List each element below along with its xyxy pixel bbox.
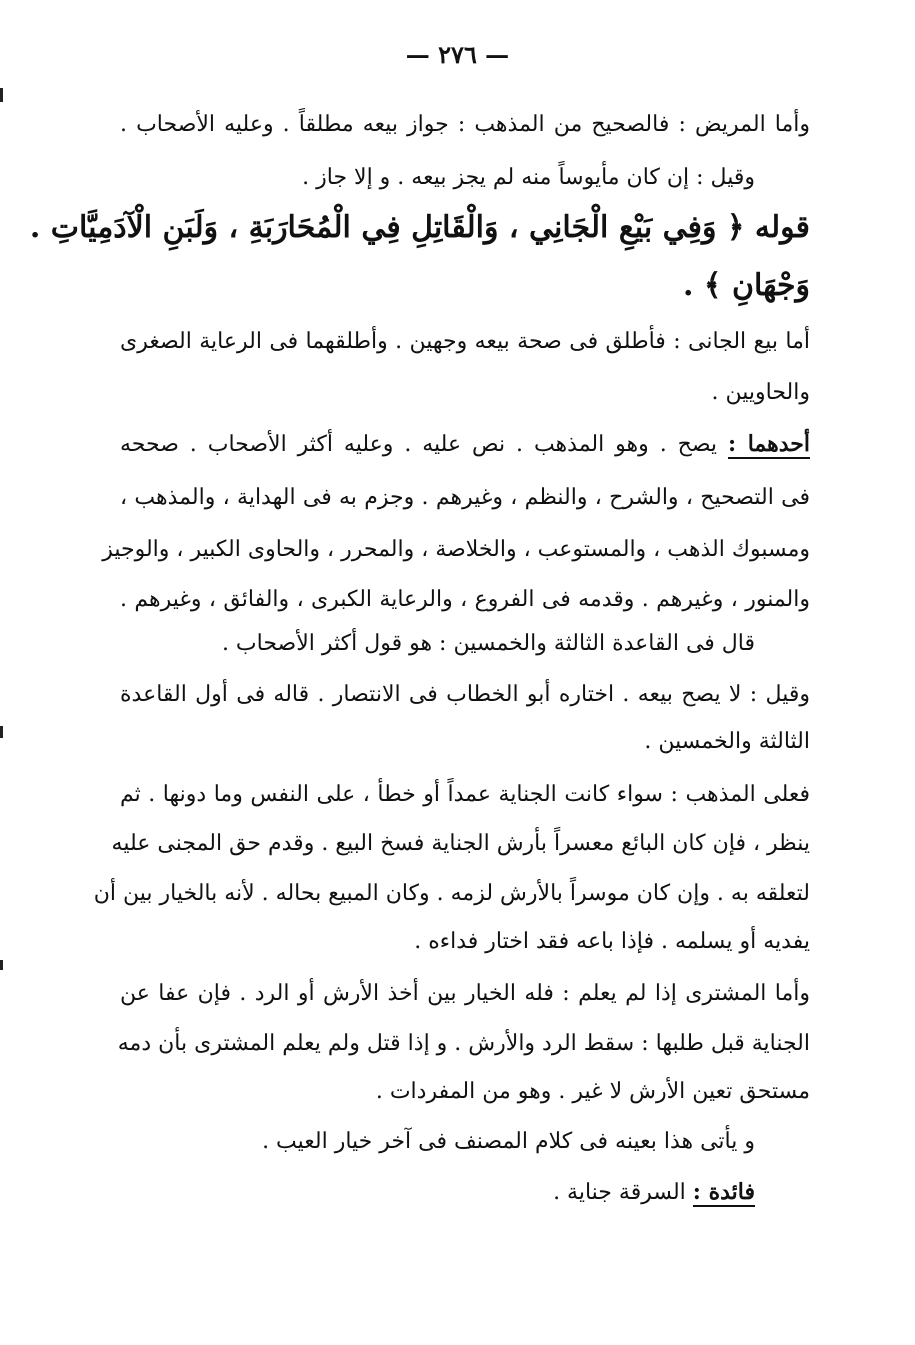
text-line: الجناية قبل طلبها : سقط الرد والأرش . و إذا قتل ولم يعلم المشترى بأن دمه	[117, 1031, 810, 1056]
scan-edge-mark	[0, 726, 3, 738]
text-line: وقيل : لا يصح بيعه . اختاره أبو الخطاب فى الانتصار . قاله فى أول القاعدة	[120, 682, 810, 707]
text-line: ينظر ، فإن كان البائع معسراً بأرش الجناية فسخ البيع . وقدم حق المجنى عليه	[111, 831, 810, 856]
text-line: و يأتى هذا بعينه فى كلام المصنف فى آخر خيار العيب .	[262, 1129, 755, 1154]
text-segment: يصح . وهو المذهب . نص عليه . وعليه أكثر الأصحاب . صححه	[120, 432, 718, 457]
text-line: مستحق تعين الأرش لا غير . وهو من المفردات .	[375, 1079, 810, 1104]
text-line	[120, 424, 810, 464]
text-line: وأما المريض : فالصحيح من المذهب : جواز بيعه مطلقاً . وعليه الأصحاب .	[120, 112, 810, 137]
scan-edge-mark	[0, 88, 3, 102]
text-line: والمنور ، وغيرهم . وقدمه فى الفروع ، والرعاية الكبرى ، والفائق ، وغيرهم .	[120, 587, 810, 612]
text-line: والحاويين .	[711, 380, 810, 405]
text-line	[553, 1172, 755, 1212]
text-line: أما بيع الجانى : فأطلق فى صحة بيعه وجهين . وأطلقهما فى الرعاية الصغرى	[120, 329, 810, 354]
text-line: يفديه أو يسلمه . فإذا باعه فقد اختار فداءه .	[414, 929, 810, 954]
term-benefit: فائدة :	[692, 1179, 755, 1205]
text-line: قال فى القاعدة الثالثة والخمسين : هو قول أكثر الأصحاب .	[221, 631, 755, 656]
text-line: وقيل : إن كان مأيوساً منه لم يجز بيعه . و إلا جاز .	[302, 165, 755, 190]
text-segment: السرقة جناية .	[553, 1180, 686, 1205]
text-line: ومسبوك الذهب ، والمستوعب ، والخلاصة ، والمحرر ، والحاوى الكبير ، والوجيز	[102, 537, 810, 562]
quote-line: قوله ﴿ وَفِي بَيْعِ الْجَانِي ، وَالْقَاتِلِ فِي الْمُحَارَبَةِ ، وَلَبَنِ الْآدَمِيَّاتِ .	[29, 210, 810, 245]
page-number: — ٢٧٦ —	[405, 40, 510, 69]
text-line: الثالثة والخمسين .	[644, 729, 810, 754]
text-line: وأما المشترى إذا لم يعلم : فله الخيار بين أخذ الأرش أو الرد . فإن عفا عن	[120, 981, 810, 1006]
term-first: أحدهما :	[727, 431, 810, 457]
scan-edge-mark	[0, 960, 3, 970]
text-line: لتعلقه به . وإن كان موسراً بالأرش لزمه . وكان المبيع بحاله . لأنه بالخيار بين أن	[93, 881, 810, 906]
text-line: فى التصحيح ، والشرح ، والنظم ، وغيرهم . وجزم به فى الهداية ، والمذهب ،	[120, 485, 810, 510]
quote-line: وَجْهَانِ ﴾ .	[683, 268, 810, 303]
text-line: فعلى المذهب : سواء كانت الجناية عمداً أو خطأ ، على النفس وما دونها . ثم	[120, 782, 810, 807]
